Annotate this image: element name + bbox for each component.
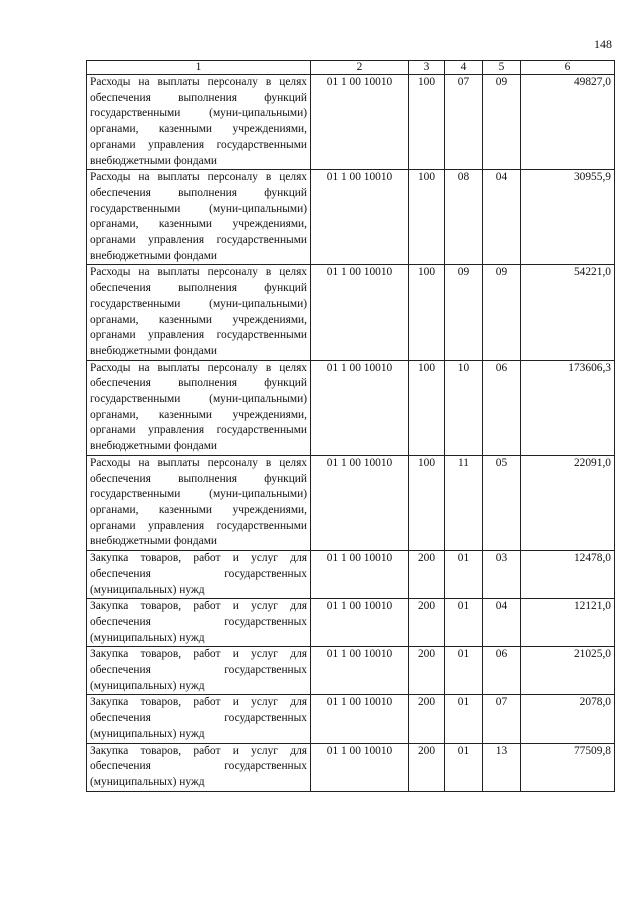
table-row: [87, 455, 615, 550]
subsection-code: 05: [483, 455, 521, 550]
section-code: 10: [445, 360, 483, 455]
amount: 21025,0: [521, 647, 615, 695]
target-article-code: 01 1 00 10010: [311, 551, 409, 599]
table-row: [87, 695, 615, 743]
amount: 22091,0: [521, 455, 615, 550]
subsection-code: 06: [483, 647, 521, 695]
expense-type-code: 200: [409, 695, 445, 743]
expense-description: Закупка товаров, работ и услуг для обеспечения государственных (муниципальных) нужд: [87, 743, 311, 791]
amount: 12121,0: [521, 599, 615, 647]
expense-type-code: 200: [409, 743, 445, 791]
expense-type-code: 100: [409, 360, 445, 455]
amount: 2078,0: [521, 695, 615, 743]
section-code: 07: [445, 75, 483, 170]
expense-description: Расходы на выплаты персоналу в целях обеспечения выполнения функций государственными (муни-ципальными) органами, казенными учреждениями, органами управления государственными внебюджетными фондами: [87, 75, 311, 170]
expense-type-code: 100: [409, 170, 445, 265]
amount: 30955,9: [521, 170, 615, 265]
amount: 49827,0: [521, 75, 615, 170]
target-article-code: 01 1 00 10010: [311, 170, 409, 265]
section-code: 01: [445, 695, 483, 743]
expense-description: Расходы на выплаты персоналу в целях обеспечения выполнения функций государственными (муни-ципальными) органами, казенными учреждениями, органами управления государственными внебюджетными фондами: [87, 265, 311, 360]
column-header: 3: [409, 61, 445, 75]
expense-type-code: 200: [409, 647, 445, 695]
subsection-code: 04: [483, 170, 521, 265]
amount: 54221,0: [521, 265, 615, 360]
section-code: 01: [445, 599, 483, 647]
target-article-code: 01 1 00 10010: [311, 647, 409, 695]
column-header: 2: [311, 61, 409, 75]
table-header-row: [87, 61, 615, 75]
table-row: [87, 75, 615, 170]
section-code: 08: [445, 170, 483, 265]
table-row: [87, 647, 615, 695]
subsection-code: 06: [483, 360, 521, 455]
subsection-code: 07: [483, 695, 521, 743]
column-header: 1: [87, 61, 311, 75]
expense-description: Закупка товаров, работ и услуг для обеспечения государственных (муниципальных) нужд: [87, 551, 311, 599]
subsection-code: 09: [483, 265, 521, 360]
expense-type-code: 100: [409, 455, 445, 550]
target-article-code: 01 1 00 10010: [311, 695, 409, 743]
amount: 77509,8: [521, 743, 615, 791]
expense-description: Расходы на выплаты персоналу в целях обеспечения выполнения функций государственными (муни-ципальными) органами, казенными учреждениями, органами управления государственными внебюджетными фондами: [87, 360, 311, 455]
column-header: 6: [521, 61, 615, 75]
amount: 173606,3: [521, 360, 615, 455]
expense-type-code: 100: [409, 75, 445, 170]
expense-description: Расходы на выплаты персоналу в целях обеспечения выполнения функций государственными (муни-ципальными) органами, казенными учреждениями, органами управления государственными внебюджетными фондами: [87, 170, 311, 265]
section-code: 11: [445, 455, 483, 550]
section-code: 01: [445, 551, 483, 599]
target-article-code: 01 1 00 10010: [311, 265, 409, 360]
subsection-code: 04: [483, 599, 521, 647]
expense-type-code: 200: [409, 599, 445, 647]
amount: 12478,0: [521, 551, 615, 599]
expense-description: Расходы на выплаты персоналу в целях обеспечения выполнения функций государственными (муни-ципальными) органами, казенными учреждениями, органами управления государственными внебюджетными фондами: [87, 455, 311, 550]
section-code: 09: [445, 265, 483, 360]
target-article-code: 01 1 00 10010: [311, 360, 409, 455]
page-number: 148: [594, 37, 612, 51]
column-header: 4: [445, 61, 483, 75]
expense-type-code: 100: [409, 265, 445, 360]
table-row: [87, 551, 615, 599]
expense-description: Закупка товаров, работ и услуг для обеспечения государственных (муниципальных) нужд: [87, 599, 311, 647]
target-article-code: 01 1 00 10010: [311, 743, 409, 791]
subsection-code: 13: [483, 743, 521, 791]
target-article-code: 01 1 00 10010: [311, 599, 409, 647]
subsection-code: 03: [483, 551, 521, 599]
expense-type-code: 200: [409, 551, 445, 599]
section-code: 01: [445, 743, 483, 791]
expense-description: Закупка товаров, работ и услуг для обеспечения государственных (муниципальных) нужд: [87, 647, 311, 695]
table-row: [87, 599, 615, 647]
table-row: [87, 743, 615, 791]
table-row: [87, 360, 615, 455]
section-code: 01: [445, 647, 483, 695]
budget-table: [86, 60, 615, 792]
table-row: [87, 170, 615, 265]
target-article-code: 01 1 00 10010: [311, 455, 409, 550]
table-row: [87, 265, 615, 360]
target-article-code: 01 1 00 10010: [311, 75, 409, 170]
expense-description: Закупка товаров, работ и услуг для обеспечения государственных (муниципальных) нужд: [87, 695, 311, 743]
column-header: 5: [483, 61, 521, 75]
subsection-code: 09: [483, 75, 521, 170]
